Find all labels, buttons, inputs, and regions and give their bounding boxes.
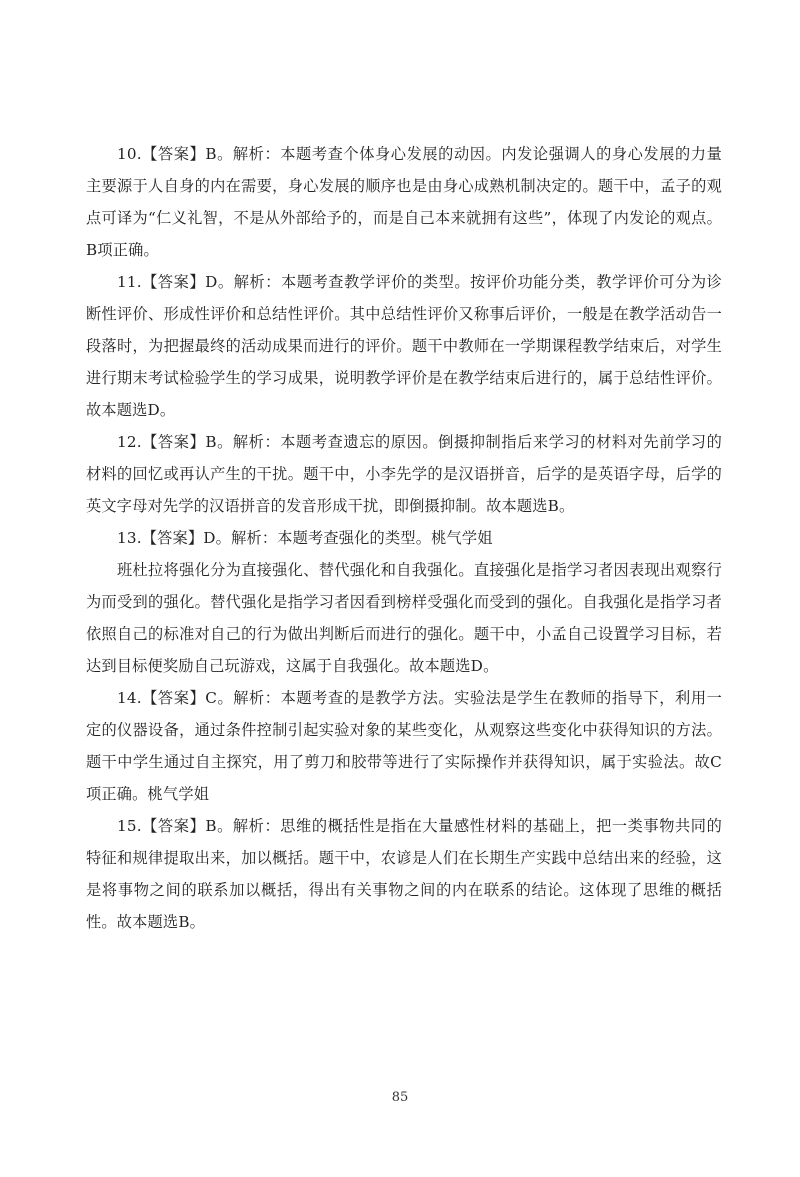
page-number: 85 <box>391 1090 409 1105</box>
answer-13-heading: 13.【答案】D。解析：本题考查强化的类型。桃气学姐 <box>117 529 493 547</box>
answer-explanations <box>86 138 722 938</box>
answer-14-explanation: 14.【答案】C。解析：本题考查的是教学方法。实验法是学生在教师的指导下，利用一定的仪器设备，通过条件控制引起实验对象的某些变化，从观察这些变化中获得知识的方法。题干中学生通过自主探究，用了剪刀和胶带等进行了实际操作并获得知识，属于实验法。故C项正确。桃气学姐 <box>86 689 722 803</box>
answer-13-explanation: 班杜拉将强化分为直接强化、替代强化和自我强化。直接强化是指学习者因表现出观察行为而受到的强化。替代强化是指学习者因看到榜样受强化而受到的强化。自我强化是指学习者依照自己的标准对自己的行为做出判断后而进行的强化。题干中，小孟自己设置学习目标，若达到目标便奖励自己玩游戏，这属于自我强化。故本题选D。 <box>86 561 722 675</box>
answer-10-explanation: 10.【答案】B。解析：本题考查个体身心发展的动因。内发论强调人的身心发展的力量主要源于人自身的内在需要，身心发展的顺序也是由身心成熟机制决定的。题干中，孟子的观点可译为“仁义礼智，不是从外部给予的，而是自己本来就拥有这些”，体现了内发论的观点。B项正确。 <box>86 145 722 259</box>
answer-15-explanation: 15.【答案】B。解析：思维的概括性是指在大量感性材料的基础上，把一类事物共同的特征和规律提取出来，加以概括。题干中，农谚是人们在长期生产实践中总结出来的经验，这是将事物之间的联系加以概括，得出有关事物之间的内在联系的结论。这体现了思维的概括性。故本题选B。 <box>86 817 722 931</box>
answer-11-explanation: 11.【答案】D。解析：本题考查教学评价的类型。按评价功能分类，教学评价可分为诊断性评价、形成性评价和总结性评价。其中总结性评价又称事后评价，一般是在教学活动告一段落时，为把握最终的活动成果而进行的评价。题干中教师在一学期课程教学结束后，对学生进行期末考试检验学生的学习成果，说明教学评价是在教学结束后进行的，属于总结性评价。故本题选D。 <box>86 273 722 419</box>
answer-12-explanation: 12.【答案】B。解析：本题考查遗忘的原因。倒摄抑制指后来学习的材料对先前学习的材料的回忆或再认产生的干扰。题干中，小李先学的是汉语拼音，后学的是英语字母，后学的英文字母对先学的汉语拼音的发音形成干扰，即倒摄抑制。故本题选B。 <box>86 433 722 515</box>
